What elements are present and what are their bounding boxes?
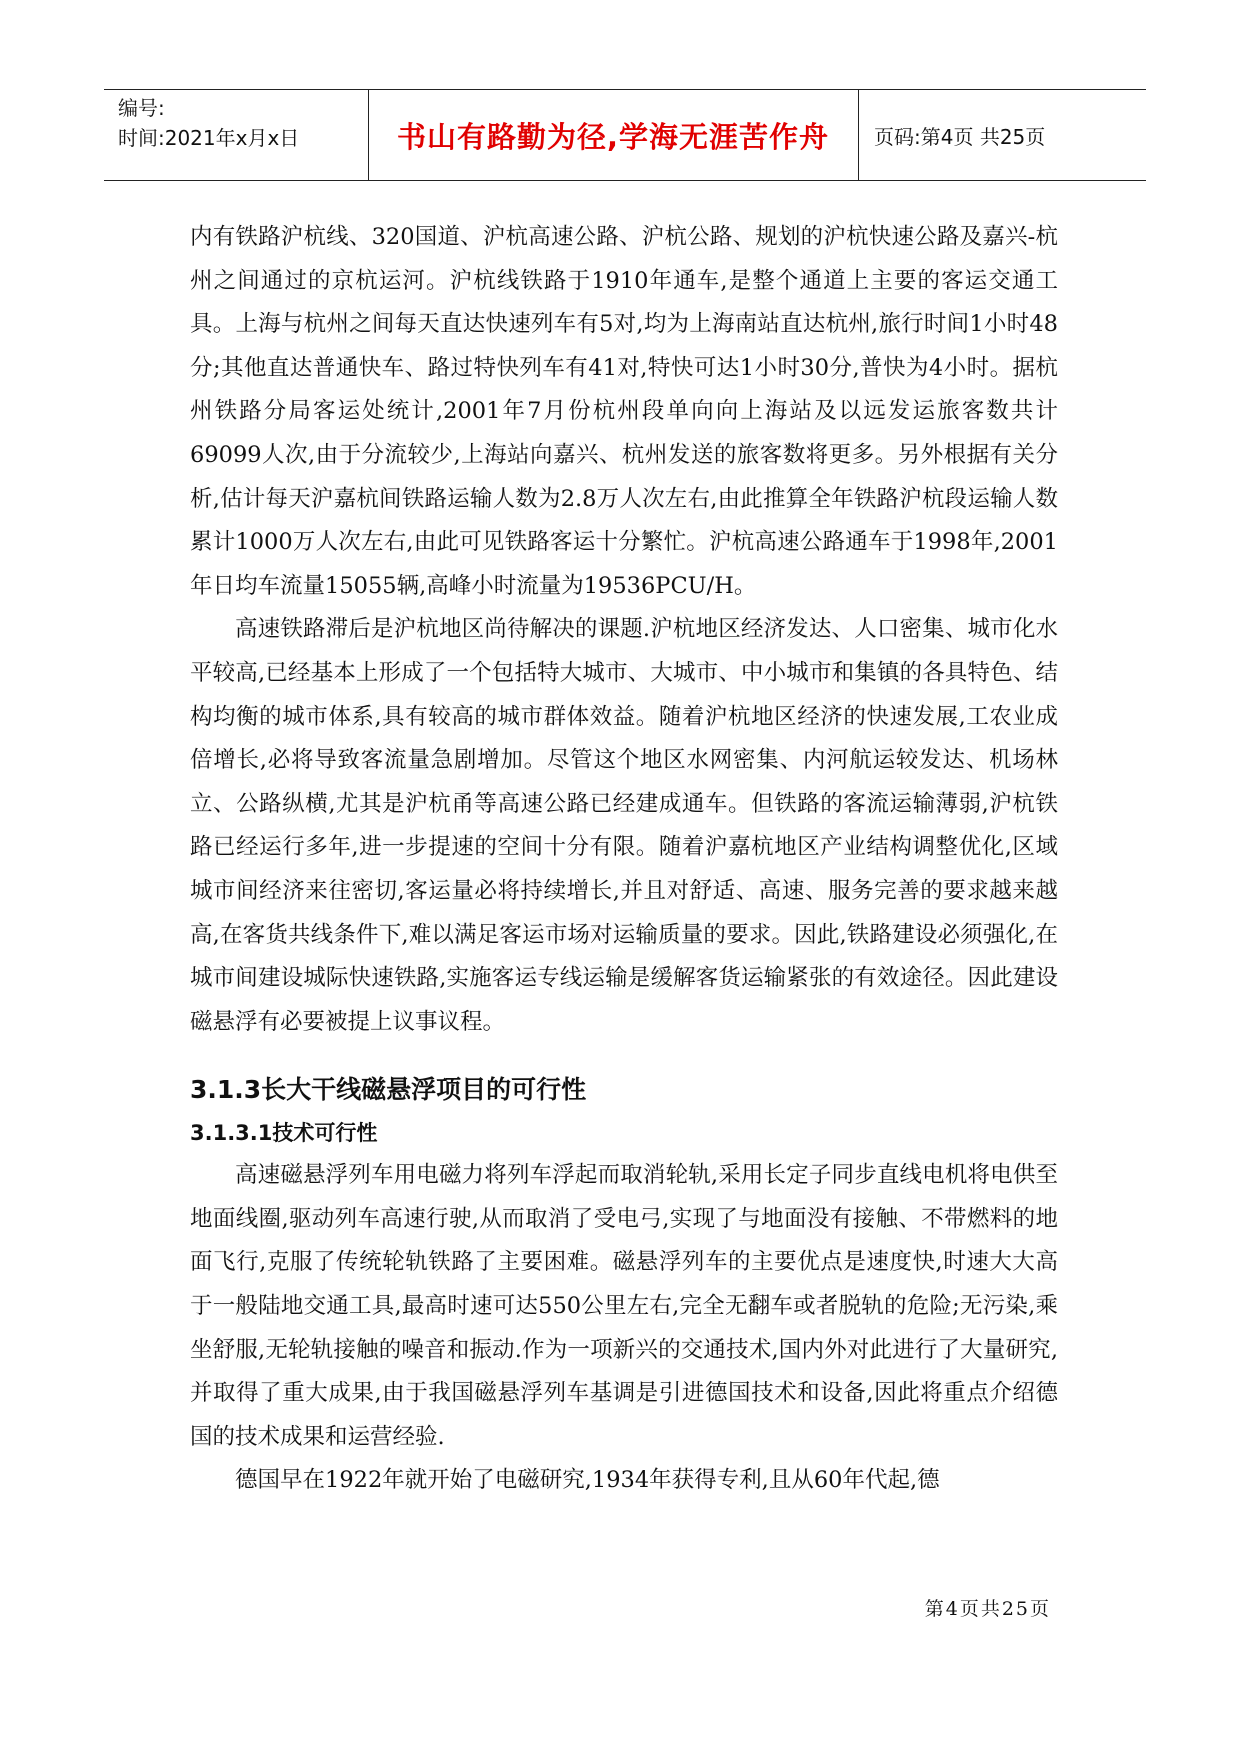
paragraph-3: 高速磁悬浮列车用电磁力将列车浮起而取消轮轨,采用长定子同步直线电机将电供至地面线圈,驱动列车高速行驶,从而取消了受电弓,实现了与地面没有接触、不带燃料的地面飞行,克服了传统轮轨铁路了主要困难。磁悬浮列车的主要优点是速度快,时速大大高于一般陆地交通工具,最高时速可达550公里左右,完全无翻车或者脱轨的危险;无污染,乘坐舒服,无轮轨接触的噪音和振动.作为一项新兴的交通技术,国内外对此进行了大量研究,并取得了重大成果,由于我国磁悬浮列车基调是引进德国技术和设备,因此将重点介绍德国的技术成果和运营经验. <box>190 1162 1058 1450</box>
paragraph-4: 德国早在1922年就开始了电磁研究,1934年获得专利,且从60年代起,德 <box>235 1467 940 1494</box>
paragraph-2: 高速铁路滞后是沪杭地区尚待解决的课题.沪杭地区经济发达、人口密集、城市化水平较高,已经基本上形成了一个包括特大城市、大城市、中小城市和集镇的各具特色、结构均衡的城市体系,具有较高的城市群体效益。随着沪杭地区经济的快速发展,工农业成倍增长,必将导致客流量急剧增加。尽管这个地区水网密集、内河航运较发达、机场林立、公路纵横,尤其是沪杭甬等高速公路已经建成通车。但铁路的客流运输薄弱,沪杭铁路已经运行多年,进一步提速的空间十分有限。随着沪嘉杭地区产业结构调整优化,区域城市间经济来往密切,客运量必将持续增长,并且对舒适、高速、服务完善的要求越来越高,在客货共线条件下,难以满足客运市场对运输质量的要求。因此,铁路建设必须强化,在城市间建设城际快速铁路,实施客运专线运输是缓解客货运输紧张的有效途径。因此建设磁悬浮有必要被提上议事议程。 <box>190 616 1058 1035</box>
header-motto: 书山有路勤为径,学海无涯苦作舟 <box>396 119 830 154</box>
page-footer: 第4页共25页 <box>924 1598 1051 1620</box>
document-time-label: 时间:2021年x月x日 <box>118 126 300 150</box>
header-divider-right <box>858 89 859 181</box>
document-number-label: 编号: <box>118 96 165 120</box>
page-header <box>104 89 1146 181</box>
document-body <box>190 216 1058 1503</box>
header-bottom-rule <box>104 180 1146 181</box>
paragraph-1: 内有铁路沪杭线、320国道、沪杭高速公路、沪杭公路、规划的沪杭快速公路及嘉兴-杭州之间通过的京杭运河。沪杭线铁路于1910年通车,是整个通道上主要的客运交通工具。上海与杭州之间每天直达快速列车有5对,均为上海南站直达杭州,旅行时间1小时48分;其他直达普通快车、路过特快列车有41对,特快可达1小时30分,普快为4小时。据杭州铁路分局客运处统计,2001年7月份杭州段单向向上海站及以远发运旅客数共计69099人次,由于分流较少,上海站向嘉兴、杭州发送的旅客数将更多。另外根据有关分析,估计每天沪嘉杭间铁路运输人数为2.8万人次左右,由此推算全年铁路沪杭段运输人数累计1000万人次左右,由此可见铁路客运十分繁忙。沪杭高速公路通车于1998年,2001年日均车流量15055辆,高峰小时流量为19536PCU/H。 <box>190 224 1058 599</box>
header-left-cell <box>118 93 299 153</box>
header-page-number: 页码:第4页 共25页 <box>874 124 1046 149</box>
section-heading: 3.1.3长大干线磁悬浮项目的可行性 <box>190 1075 587 1105</box>
subsection-heading: 3.1.3.1技术可行性 <box>190 1121 378 1146</box>
